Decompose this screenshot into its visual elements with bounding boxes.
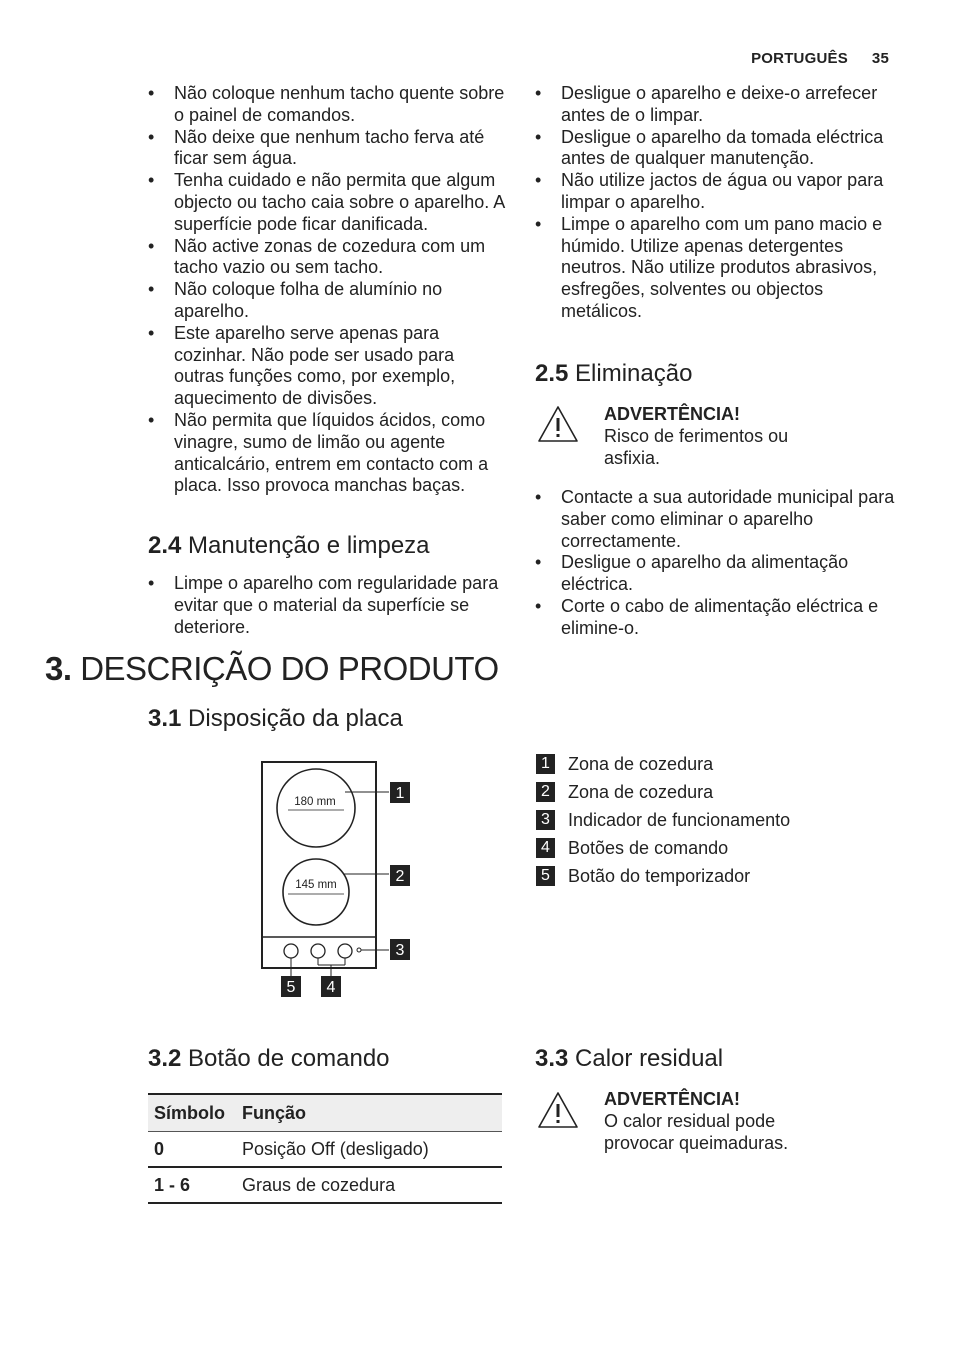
legend-item [536, 862, 790, 890]
control-knob-table [148, 1093, 502, 1204]
column-header: Função [236, 1094, 502, 1132]
section-number: 2.4 [148, 532, 182, 559]
section-number: 3.3 [535, 1045, 569, 1072]
legend-number: 1 [536, 754, 555, 774]
column-header: Símbolo [148, 1094, 236, 1132]
symbol-cell: 1 - 6 [148, 1167, 236, 1203]
legend-item [536, 750, 790, 778]
table-header-row [148, 1094, 502, 1132]
section-title: Calor residual [575, 1045, 724, 1072]
legend-number: 5 [536, 866, 555, 886]
hob-diagram [255, 757, 425, 1002]
list-item: • Não active zonas de cozedura com um tacho vazio ou sem tacho. [148, 236, 508, 280]
legend-label: Zona de cozedura [568, 753, 714, 774]
section-number: 3.2 [148, 1045, 182, 1072]
warning-icon [537, 405, 579, 443]
list-item: • Não deixe que nenhum tacho ferva até ficar sem água. [148, 127, 508, 171]
symbol-cell: 0 [148, 1132, 236, 1168]
section-2-4-list [148, 573, 508, 638]
section-3-1-heading [148, 705, 403, 733]
list-item: • Desligue o aparelho da alimentação eléctrica. [535, 552, 895, 596]
header-language: PORTUGUÊS [751, 50, 848, 67]
legend-item [536, 806, 790, 834]
legend-item [536, 834, 790, 862]
legend-label: Botão do temporizador [568, 865, 751, 886]
warning-block-3-3 [604, 1088, 788, 1154]
section-2-5-heading [535, 360, 692, 388]
legend-number: 2 [536, 782, 555, 802]
chapter-3-heading [45, 650, 499, 688]
warning-block-2-5 [604, 403, 788, 469]
list-item: • Limpe o aparelho com um pano macio e húmido. Utilize apenas detergentes neutros. Não utilize produtos abrasivos, esfregões, solventes ou objectos metálicos. [535, 214, 895, 323]
legend-label: Botões de comando [568, 837, 729, 858]
zone-1-label: 180 mm [294, 796, 336, 808]
svg-text:2: 2 [395, 868, 405, 885]
legend-number: 4 [536, 838, 555, 858]
list-item: • Não coloque folha de alumínio no aparelho. [148, 279, 508, 323]
chapter-title: DESCRIÇÃO DO PRODUTO [80, 650, 499, 687]
section-2-4-heading [148, 532, 430, 560]
list-item: • Desligue o aparelho e deixe-o arrefecer antes de o limpar. [535, 83, 895, 127]
svg-text:5: 5 [286, 979, 296, 996]
legend-label: Zona de cozedura [568, 781, 714, 802]
function-cell: Graus de cozedura [236, 1167, 502, 1203]
section-title: Botão de comando [188, 1045, 390, 1072]
section-title: Disposição da placa [188, 705, 403, 732]
chapter-number: 3. [45, 650, 72, 687]
section-number: 2.5 [535, 360, 569, 387]
section-title: Manutenção e limpeza [188, 532, 430, 559]
section-3-2-heading [148, 1045, 390, 1073]
table-row [148, 1132, 502, 1168]
page-number: 35 [871, 50, 889, 67]
page-header [727, 50, 889, 67]
warning-title: ADVERTÊNCIA! [604, 1089, 741, 1109]
list-item: • Não coloque nenhum tacho quente sobre o painel de comandos. [148, 83, 508, 127]
warning-text-line: asfixia. [604, 448, 661, 468]
zone-2-label: 145 mm [295, 879, 337, 891]
warning-text-line: Risco de ferimentos ou [604, 426, 789, 446]
warning-text-line: provocar queimaduras. [604, 1133, 789, 1153]
section-2-5-list [535, 487, 895, 640]
list-item: • Contacte a sua autoridade municipal para saber como eliminar o aparelho correctamente. [535, 487, 895, 552]
list-item: • Corte o cabo de alimentação eléctrica e elimine-o. [535, 596, 895, 640]
list-item: • Desligue o aparelho da tomada eléctrica antes de qualquer manutenção. [535, 127, 895, 171]
section-title: Eliminação [575, 360, 693, 387]
list-item: • Não permita que líquidos ácidos, como vinagre, sumo de limão ou agente anticalcário, entrem em contacto com a placa. Isso provoca manchas baças. [148, 410, 508, 497]
warning-title: ADVERTÊNCIA! [604, 404, 741, 424]
svg-text:1: 1 [395, 785, 405, 802]
table-row [148, 1167, 502, 1203]
list-item: • Limpe o aparelho com regularidade para evitar que o material da superfície se deteriore. [148, 573, 508, 638]
list-item: • Não utilize jactos de água ou vapor para limpar o aparelho. [535, 170, 895, 214]
warning-icon [537, 1091, 579, 1129]
warning-text-line: O calor residual pode [604, 1111, 776, 1131]
right-bullet-list [535, 83, 895, 323]
section-3-3-heading [535, 1045, 723, 1073]
legend-number: 3 [536, 810, 555, 830]
list-item: • Tenha cuidado e não permita que algum objecto ou tacho caia sobre o aparelho. A superfície pode ficar danificada. [148, 170, 508, 235]
legend-item [536, 778, 790, 806]
diagram-legend [536, 750, 790, 890]
legend-label: Indicador de funcionamento [568, 809, 791, 830]
list-item: • Este aparelho serve apenas para cozinhar. Não pode ser usado para outras funções como, por exemplo, aquecimento de divisões. [148, 323, 508, 410]
svg-text:4: 4 [326, 979, 336, 996]
section-number: 3.1 [148, 705, 182, 732]
left-bullet-list [148, 83, 508, 497]
svg-text:3: 3 [395, 942, 405, 959]
function-cell: Posição Off (desligado) [236, 1132, 502, 1168]
